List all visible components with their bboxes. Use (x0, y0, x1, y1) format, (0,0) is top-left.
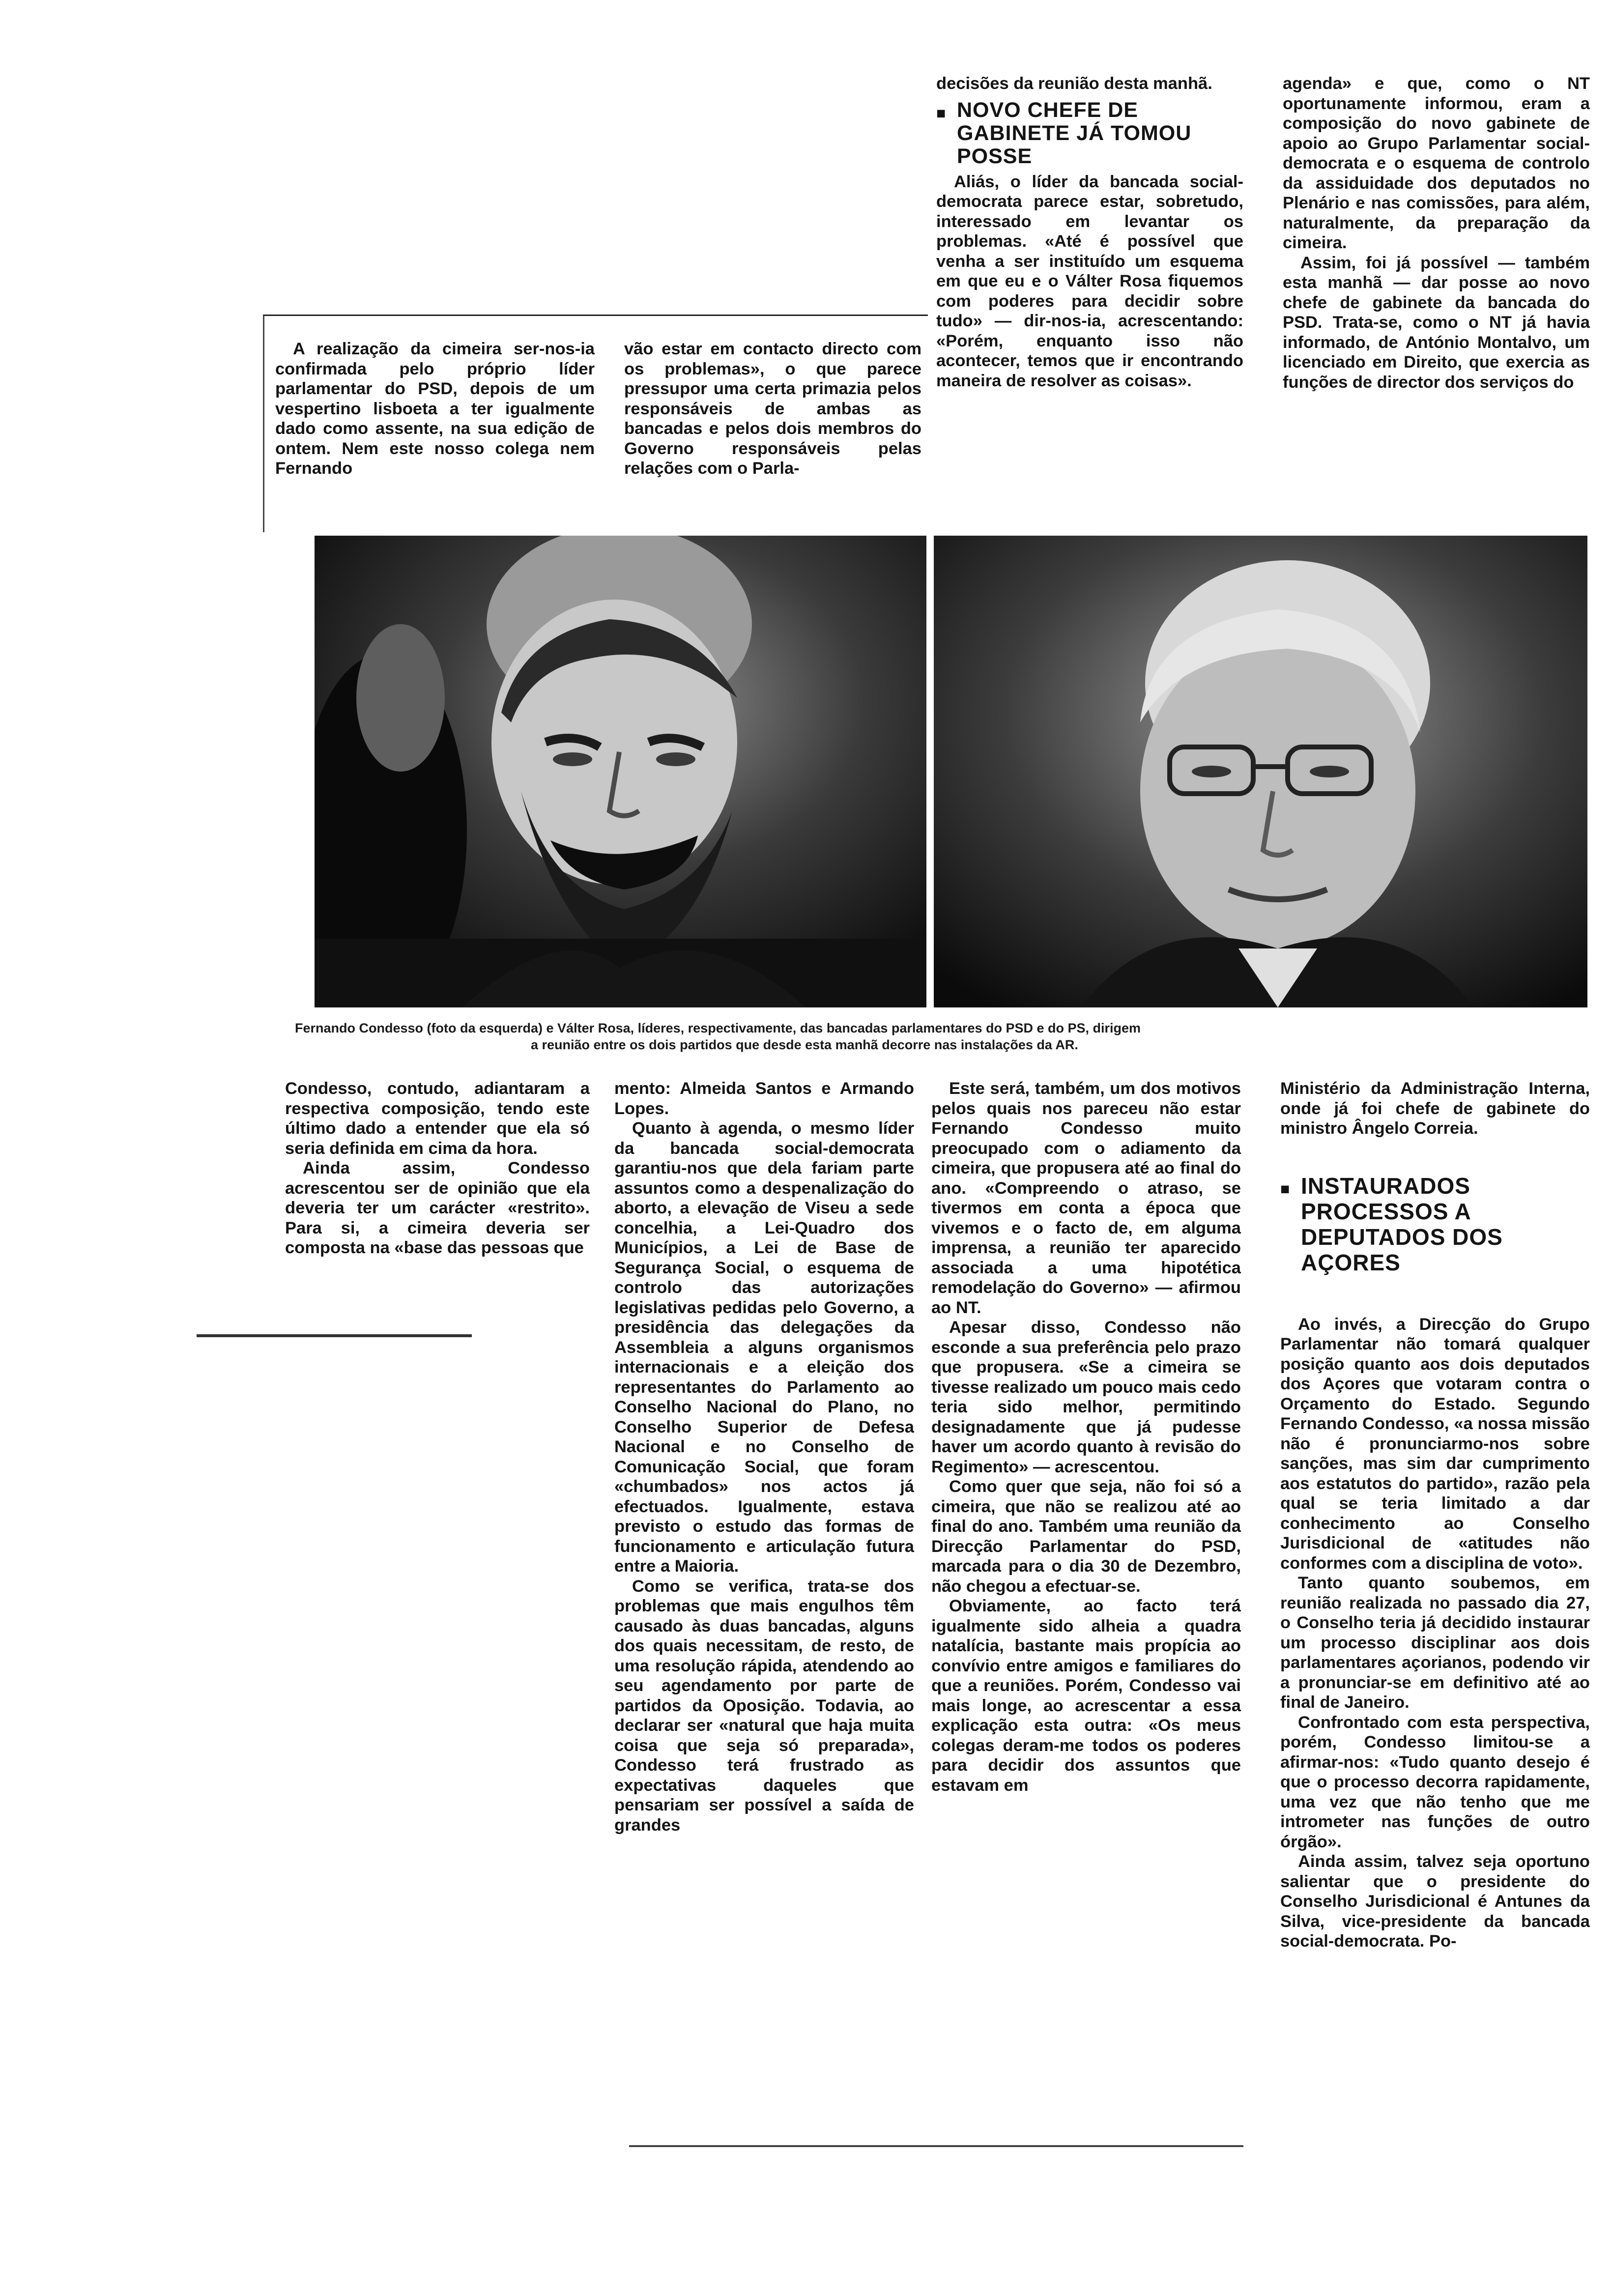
intro-column-1 (275, 339, 595, 479)
bottom-column-3 (931, 1079, 1241, 1795)
photo-valter-rosa (934, 536, 1587, 1007)
intro-column-2 (624, 339, 921, 479)
photo-fernando-condesso (315, 536, 926, 1007)
bottom-col2-p1: mento: Almeida Santos e Armando Lopes. (614, 1079, 914, 1118)
top-col4-p2: Assim, foi já possível — também esta manhã — dar posse ao novo chefe de gabinete da bancada do PSD. Trata-se, como o NT já havia informado, de António Montalvo, um licenciado em Direito, que exercia as funções de director dos serviços do (1283, 253, 1590, 392)
bottom-col2-p3: Como se verifica, trata-se dos problemas que mais engulhos têm causado às duas bancadas, alguns dos quais necessitam, de resto, de uma resolução rápida, atendendo ao seu agendamento por parte de partidos da Oposição. Todavia, ao declarar ser «natural que haja muita coisa que seja só preparada», Condesso terá frustrado as expectativas daqueles que pensariam ser possível a saída de grandes (614, 1577, 914, 1835)
bottom-col3-p1: Este será, também, um dos motivos pelos quais nos pareceu não estar Fernando Condesso muito preocupado com o adiamento da cimeira, que propusera até ao final do ano. «Compreendo o atraso, se tivermos em conta a época que vivemos e o facto de, em alguma imprensa, a reunião ter aparecido associada a uma hipotética remodelação do Governo» — afirmou ao NT. (931, 1079, 1241, 1317)
bottom-col4-p4: Confrontado com esta perspectiva, porém, Condesso limitou-se a afirmar-nos: «Tudo quanto desejo é que o processo decorra rapidamente, uma vez que não tenho que me intrometer nas funções de outro órgão». (1280, 1713, 1590, 1851)
top-col3-body: Aliás, o líder da bancada social-democrata parece estar, sobretudo, interessado em levantar os problemas. «Até é possível que venha a ser instituído um esquema em que eu e o Válter Rosa fiquemos com poderes para decidir sobre tudo» — dir-nos-ia, acrescentando: «Porém, enquanto isso não acontecer, temos que ir encontrando maneira de resolver as coisas». (936, 172, 1243, 390)
bottom-col4-p2: Ao invés, a Direcção do Grupo Parlamentar não tomará qualquer posição quanto aos dois deputados dos Açores que votaram contra o Orçamento do Estado. Segundo Fernando Condesso, «a nossa missão não é pronunciarmo-nos sobre sanções, mas sim dar cumprimento aos estatutos do partido», razão pela qual se teria limitado a dar conhecimento ao Conselho Jurisdicional de «atitudes não conformes com a disciplina de voto». (1280, 1315, 1590, 1573)
top-col4-p1: agenda» e que, como o NT oportunamente informou, eram a composição do novo gabinete de apoio ao Grupo Parlamentar social-democrata e o esquema de controlo da assiduidade dos deputados no Plenário e nas comissões, para além, naturalmente, da preparação da cimeira. (1283, 74, 1590, 252)
bottom-col3-p2: Apesar disso, Condesso não esconde a sua preferência pelo prazo que propusera. «Se a cimeira se tivesse realizado um pouco mais cedo teria sido melhor, permitindo designadamente que já pudesse haver um acordo quanto à revisão do Regimento» — acrescentou. (931, 1318, 1241, 1476)
intro-text-2: vão estar em contacto directo com os problemas», o que parece pressupor uma certa primazia pelos responsáveis de ambas as bancadas e pelos dois membros do Governo responsáveis pelas relações com o Parla- (624, 340, 921, 478)
bottom-col1-p1: Condesso, contudo, adiantaram a respectiva composição, tendo este último dado a entender que ela só seria definida em cima da hora. (285, 1079, 590, 1158)
caption-line-1: Fernando Condesso (foto da esquerda) e Válter Rosa, líderes, respectivamente, das bancadas parlamentares do PSD e do PS, dirigem (295, 1021, 1141, 1035)
bottom-col4-p5: Ainda assim, talvez seja oportuno salientar que o presidente do Conselho Jurisdicional é Antunes da Silva, vice-presidente da bancada social-democrata. Po- (1280, 1852, 1590, 1951)
bottom-rule (629, 2145, 1243, 2147)
portrait-left-image (315, 536, 926, 1007)
bottom-column-1 (285, 1079, 590, 1258)
column-rule (197, 1334, 472, 1337)
bottom-column-4 (1280, 1079, 1590, 1952)
bottom-col4-p3: Tanto quanto soubemos, em reunião realizada no passado dia 27, o Conselho teria já decidido instaurar um processo disciplinar aos dois parlamentares açorianos, podendo vir a pronunciar-se em definitivo até ao final de Janeiro. (1280, 1574, 1590, 1712)
bottom-col3-p3: Como quer que seja, não foi só a cimeira, que não se realizou até ao final do ano. Também uma reunião da Direcção Parlamentar do PSD, marcada para o dia 30 de Dezembro, não chegou a efectuar-se. (931, 1477, 1241, 1596)
bullet-icon: ■ (936, 104, 947, 122)
bottom-col3-p4: Obviamente, ao facto terá igualmente sido alheia a quadra natalícia, bastante mais propícia ao convívio entre amigos e familiares do que a reuniões. Porém, Condesso vai mais longe, ao acrescentar a essa explicação esta outra: «Os meus colegas deram-me todos os poderes para decidir dos assuntos que estavam em (931, 1597, 1241, 1795)
top-column-3 (936, 74, 1243, 391)
bottom-col4-p1: Ministério da Administração Interna, onde já foi chefe de gabinete do ministro Ângelo Correia. (1280, 1079, 1590, 1138)
top-col3-lead: decisões da reunião desta manhã. (936, 74, 1212, 93)
bottom-col2-p2: Quanto à agenda, o mesmo líder da bancada social-democrata garantiu-nos que dela fariam parte assuntos como a despenalização do aborto, a elevação de Viseu a sede concelhia, a Lei-Quadro dos Municípios, a Lei de Base de Segurança Social, o esquema de controlo das autorizações legislativas pedidas pelo Governo, a presidência das delegações da Assembleia a alguns organismos internacionais e a eleição dos representantes do Parlamento ao Conselho Nacional do Plano, no Conselho Superior de Defesa Nacional e no Conselho de Comunicação Social, que foram «chumbados» nos actos já efectuados. Igualmente, estava previsto o estudo das formas de funcionamento e articulação futura entre a Maioria. (614, 1119, 914, 1576)
section-heading-instaurados: ■ INSTAURADOS PROCESSOS A DEPUTADOS DOS AÇORES (1280, 1173, 1503, 1275)
section-heading-novo-chefe: ■ NOVO CHEFE DE GABINETE JÁ TOMOU POSSE (936, 98, 1192, 168)
bullet-icon: ■ (1280, 1179, 1291, 1198)
photo-caption (295, 1020, 1583, 1053)
bottom-col1-p2: Ainda assim, Condesso acrescentou ser de opinião que ela deveria ter um carácter «restrito». Para si, a cimeira deveria ser composta na «base das pessoas que (285, 1159, 590, 1257)
top-column-4 (1283, 74, 1590, 392)
bottom-column-2 (614, 1079, 914, 1835)
portrait-right-image (934, 536, 1587, 1007)
intro-text-1: A realização da cimeira ser-nos-ia confirmada pelo próprio líder parlamentar do PSD, depois de um vespertino lisboeta a ter igualmente dado como assente, na sua edição de ontem. Nem este nosso colega nem Fernando (275, 340, 595, 478)
caption-line-2: a reunião entre os dois partidos que desde esta manhã decorre nas instalações da AR. (531, 1037, 1078, 1052)
